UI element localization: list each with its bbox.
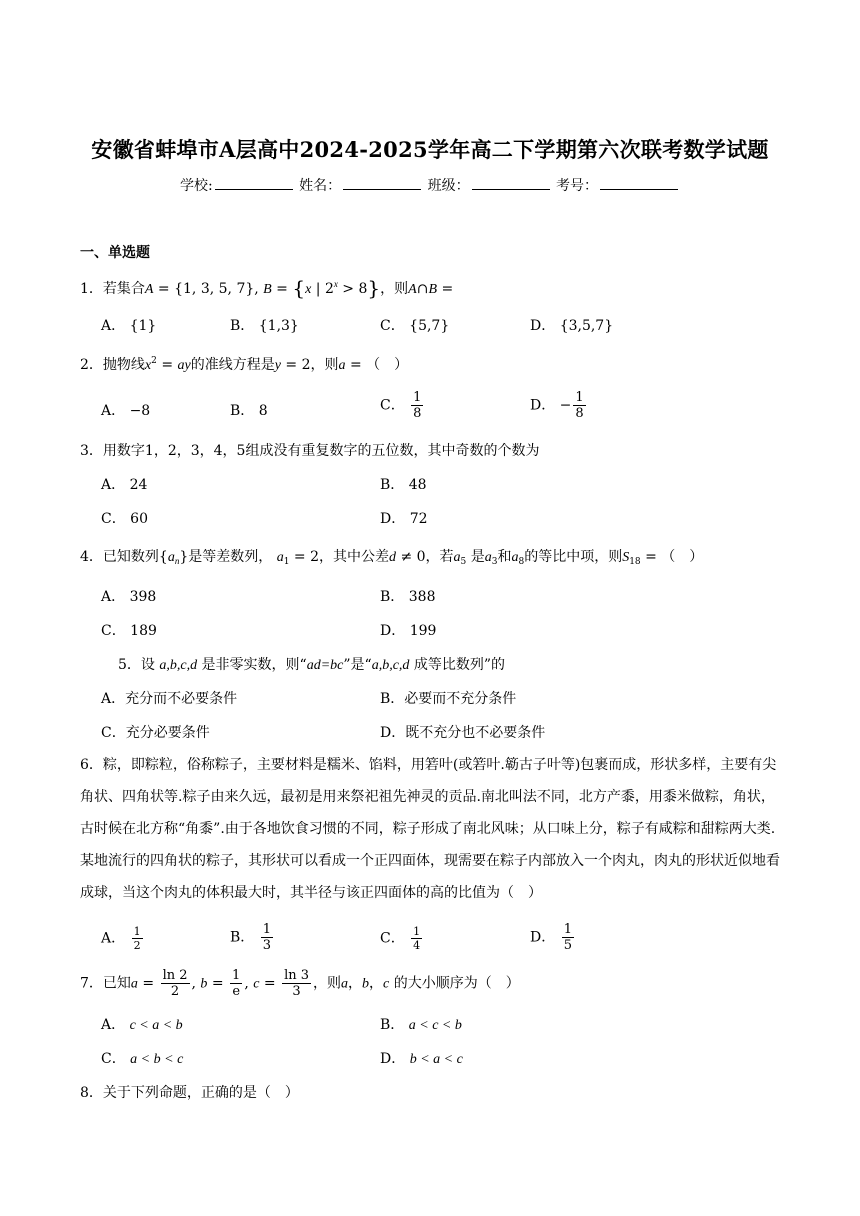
question-6: 6．粽，即粽粒，俗称粽子，主要材料是糯米、馅料，用箬叶(或箬叶.簕古子叶等)包裹而成，形状多样，主要有尖角状、四角状等.粽子由来久远，最初是用来祭祀祖先神灵的贡品.南北叫法不同，北方产黍，用黍米做粽，角状，古时候在北方称“角黍”.由于各地饮食习惯的不同，粽子形成了南北风味；从口味上分，粽子有咸粽和甜粽两大类.某地流行的四角状的粽子，其形状可以看成一个正四面体，现需要在粽子内部放入一个肉丸，肉丸的形状近似地看成球，当这个肉丸的体积最大时，其半径与该正四面体的高的比值为（ ） xyxy=(80,757,780,901)
option-b[interactable]: B． 388 xyxy=(380,589,436,605)
option-c[interactable]: C． $\frac{1}{8}$ xyxy=(380,390,422,421)
question-number: 1． xyxy=(80,281,103,297)
question-3: 3．用数字1，2，3，4，5组成没有重复数字的五位数，其中奇数的个数为 xyxy=(80,443,540,459)
option-b[interactable]: B．必要而不充分条件 xyxy=(380,691,517,707)
option-d[interactable]: D．既不充分也不必要条件 xyxy=(380,725,546,741)
number-blank xyxy=(600,176,678,190)
option-a[interactable]: A．充分而不必要条件 xyxy=(101,691,238,707)
student-info-line xyxy=(0,175,860,195)
option-a[interactable]: A． −8 xyxy=(101,403,151,419)
question-text: = xyxy=(441,281,454,297)
option-c[interactable]: C． 60 xyxy=(101,511,148,527)
option-d[interactable]: D． 72 xyxy=(380,511,428,527)
school-blank xyxy=(215,176,293,190)
fraction: $\frac{1}{8}$ xyxy=(413,390,422,421)
question-1: 1．若集合A = {1, 3, 5, 7}, B = {x | $2^x > 8$}，则A∩B = xyxy=(80,276,454,300)
fraction: $\frac{1}{4}$ xyxy=(413,925,421,952)
option-b[interactable]: B． 8 xyxy=(230,403,268,419)
question-text: 若集合 xyxy=(102,281,145,297)
fraction: $\frac{\ln 2}{2}$ xyxy=(162,968,188,999)
section-heading: 一、单选题 xyxy=(80,245,150,261)
option-b[interactable]: B． {1,3} xyxy=(230,318,299,334)
question-4: 4．已知数列$\{a_n\}$是等差数列， $a_1 = 2$，其中公差d ≠ 0，若$a_5$ 是$a_3$和$a_8$的等比中项，则$S_{18}$ = （ ） xyxy=(80,549,704,567)
option-b[interactable]: B． 48 xyxy=(380,477,427,493)
class-label: 班级： xyxy=(427,178,470,194)
option-d[interactable]: D． 199 xyxy=(380,623,437,639)
fraction: $\frac{1}{3}$ xyxy=(262,922,272,953)
fraction: $\frac{1}{e}$ xyxy=(232,968,241,999)
number-label: 考号： xyxy=(556,178,599,194)
option-c[interactable]: C． 189 xyxy=(101,623,157,639)
option-a[interactable]: A． c < a < b xyxy=(101,1017,183,1033)
name-blank xyxy=(343,176,421,190)
name-label: 姓名： xyxy=(299,178,342,194)
question-5: 5．设 a,b,c,d 是非零实数，则“ad=bc”是“a,b,c,d 成等比数列”的 xyxy=(118,657,506,673)
question-7: 7．已知a = $\frac{\ln 2}{2}$ , b = $\frac{1}{e}$ , c = $\frac{\ln 3}{3}$ ，则a，b，c 的大小顺序为（ ） xyxy=(80,968,520,999)
question-2: 2．抛物线$x^2$ = ay的准线方程是y = 2，则a = （ ） xyxy=(80,356,409,373)
fraction: $\frac{1}{2}$ xyxy=(133,925,141,952)
option-a[interactable]: A． 398 xyxy=(101,589,157,605)
school-label: 学校: xyxy=(179,178,213,194)
option-c[interactable]: C． $\frac{1}{4}$ xyxy=(380,925,421,952)
question-8: 8．关于下列命题，正确的是（ ） xyxy=(80,1085,299,1101)
question-text: ，则 xyxy=(380,281,409,297)
option-d[interactable]: D． $\frac{1}{5}$ xyxy=(530,922,572,953)
option-a[interactable]: A． {1} xyxy=(101,318,157,334)
option-d[interactable]: D． {3,5,7} xyxy=(530,318,614,334)
option-d[interactable]: D． − $\frac{1}{8}$ xyxy=(530,390,584,421)
option-a[interactable]: A． 24 xyxy=(101,477,148,493)
page-title: 安徽省蚌埠市A层高中2024-2025学年高二下学期第六次联考数学试题 xyxy=(91,137,769,162)
option-c[interactable]: C．充分必要条件 xyxy=(101,725,210,741)
option-d[interactable]: D． b < a < c xyxy=(380,1051,463,1067)
option-c[interactable]: C． a < b < c xyxy=(101,1051,184,1067)
option-b[interactable]: B． $\frac{1}{3}$ xyxy=(230,922,272,953)
fraction: $\frac{1}{5}$ xyxy=(563,922,572,953)
fraction: $\frac{1}{8}$ xyxy=(575,390,584,421)
fraction: $\frac{\ln 3}{3}$ xyxy=(284,968,310,999)
option-c[interactable]: C． {5,7} xyxy=(380,318,450,334)
option-b[interactable]: B． a < c < b xyxy=(380,1017,462,1033)
class-blank xyxy=(472,176,550,190)
option-a[interactable]: A． $\frac{1}{2}$ xyxy=(101,925,141,952)
math-expr: A xyxy=(144,282,154,297)
